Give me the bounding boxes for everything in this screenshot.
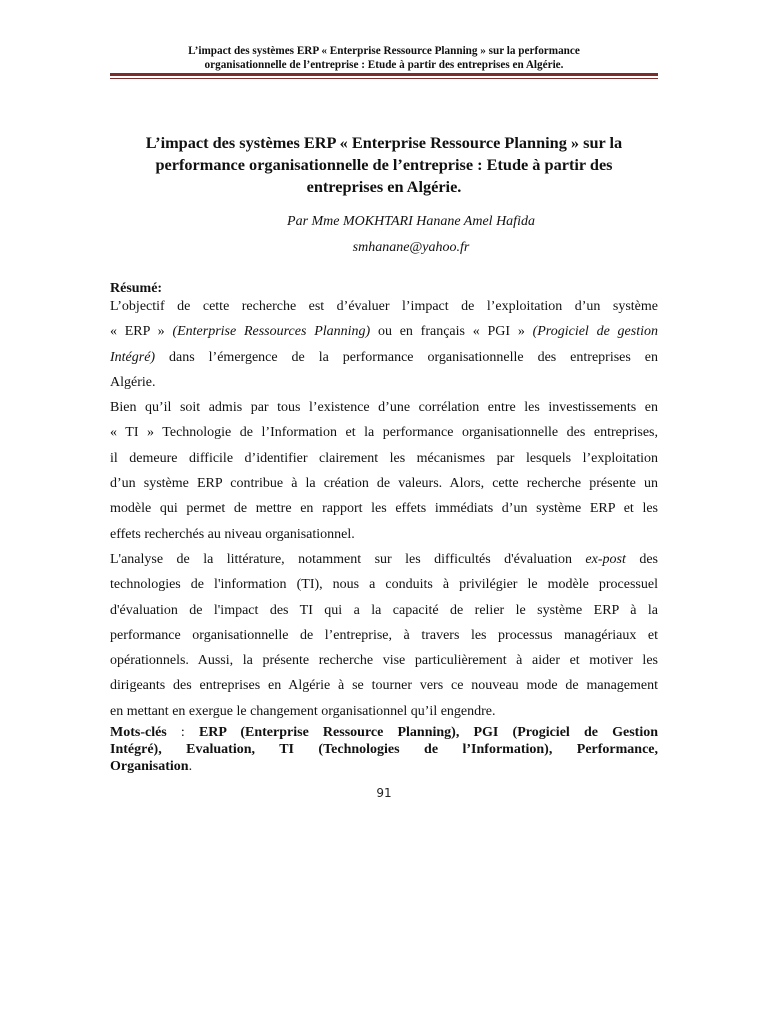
title-line-1: L’impact des systèmes ERP « Enterprise Ressource Planning » sur la xyxy=(145,133,623,152)
abstract-p3-line-5: opérationnels. Aussi, la présente recherche vise particulièrement à aider et motiver les xyxy=(110,653,658,669)
abstract-body xyxy=(110,294,658,724)
italic-span: (Enterprise Ressources Planning) xyxy=(172,324,371,340)
keywords-end: . xyxy=(188,759,193,774)
text-span: dans l’émergence de la performance organisationnelle des entreprises en xyxy=(155,349,658,365)
header-rule-thin xyxy=(110,78,658,79)
italic-span: ex-post xyxy=(585,551,626,567)
keywords-items: ERP (Enterprise Ressource Planning), PGI (Progiciel de Gestion xyxy=(198,725,659,740)
italic-span: (Progiciel de gestion xyxy=(532,324,658,340)
keywords-line-3 xyxy=(110,758,658,775)
keywords-line-2: Intégré), Evaluation, TI (Technologies de l’Information), Performance, xyxy=(110,742,658,757)
abstract-p1-line-2 xyxy=(110,319,658,344)
abstract-p2-line-5: modèle qui permet de mettre en rapport les effets immédiats d’un système ERP et les xyxy=(110,501,658,517)
abstract-p2-line-6: effets recherchés au niveau organisationnel. xyxy=(110,526,355,542)
keywords-line-1 xyxy=(110,724,658,741)
keywords-block xyxy=(110,724,658,775)
abstract-p1-line-4: Algérie. xyxy=(110,374,156,390)
page-number: 91 xyxy=(376,786,392,800)
author-line: Par Mme MOKHTARI Hanane Amel Hafida xyxy=(287,214,535,229)
text-span: des xyxy=(625,551,658,567)
running-header-line-1: L’impact des systèmes ERP « Enterprise Ressource Planning » sur la performance xyxy=(188,45,580,57)
text-span: L'analyse de la littérature, notamment sur les difficultés d'évaluation xyxy=(110,551,586,567)
abstract-p3-line-2: technologies de l'information (TI), nous a conduits à privilégier le modèle processuel xyxy=(110,577,658,593)
header-rule-thick xyxy=(110,73,658,76)
abstract-p2-line-3: il demeure difficile d’identifier clairement les mécanismes par lesquels l’exploitation xyxy=(110,450,658,466)
title-line-2: performance organisationnelle de l’entreprise : Etude à partir des xyxy=(155,155,613,174)
italic-span: Intégré) xyxy=(110,349,156,365)
running-header xyxy=(110,44,658,72)
author-email: smhanane@yahoo.fr xyxy=(352,240,470,255)
abstract-p3-line-3: d'évaluation de l'impact des TI qui a la capacité de relier le système ERP à la xyxy=(110,602,658,618)
abstract-heading: Résumé: xyxy=(110,281,163,296)
text-span: « ERP » xyxy=(110,324,173,340)
abstract-p3-line-6: dirigeants des entreprises en Algérie à se tourner vers ce nouveau mode de management xyxy=(110,678,658,694)
abstract-p2-line-4: d’un système ERP contribue à la création de valeurs. Alors, cette recherche présente un xyxy=(110,476,658,492)
keywords-label: Mots-clés xyxy=(110,725,167,740)
paper-title xyxy=(110,132,658,198)
abstract-p1-line-3 xyxy=(110,345,658,370)
abstract-p2-line-1: Bien qu’il soit admis par tous l’existence d’une corrélation entre les investissements en xyxy=(110,400,658,416)
title-line-3: entreprises en Algérie. xyxy=(306,177,462,196)
keywords-items: Organisation xyxy=(110,759,189,774)
text-span: ou en français « PGI » xyxy=(370,324,533,340)
abstract-p3-line-7: en mettant en exergue le changement organisationnel qu’il engendre. xyxy=(110,703,496,719)
running-header-line-2: organisationnelle de l’entreprise : Etude à partir des entreprises en Algérie. xyxy=(204,59,564,71)
abstract-p3-line-1 xyxy=(110,547,658,572)
abstract-p1-line-1: L’objectif de cette recherche est d’évaluer l’impact de l’exploitation d’un système xyxy=(110,299,658,314)
abstract-p2-line-2: « TI » Technologie de l’Information et la performance organisationnelle des entreprises, xyxy=(110,425,658,441)
abstract-p3-line-4: performance organisationnelle de l’entreprise, à travers les processus managériaux et xyxy=(110,627,658,643)
keywords-separator: : xyxy=(166,725,199,740)
